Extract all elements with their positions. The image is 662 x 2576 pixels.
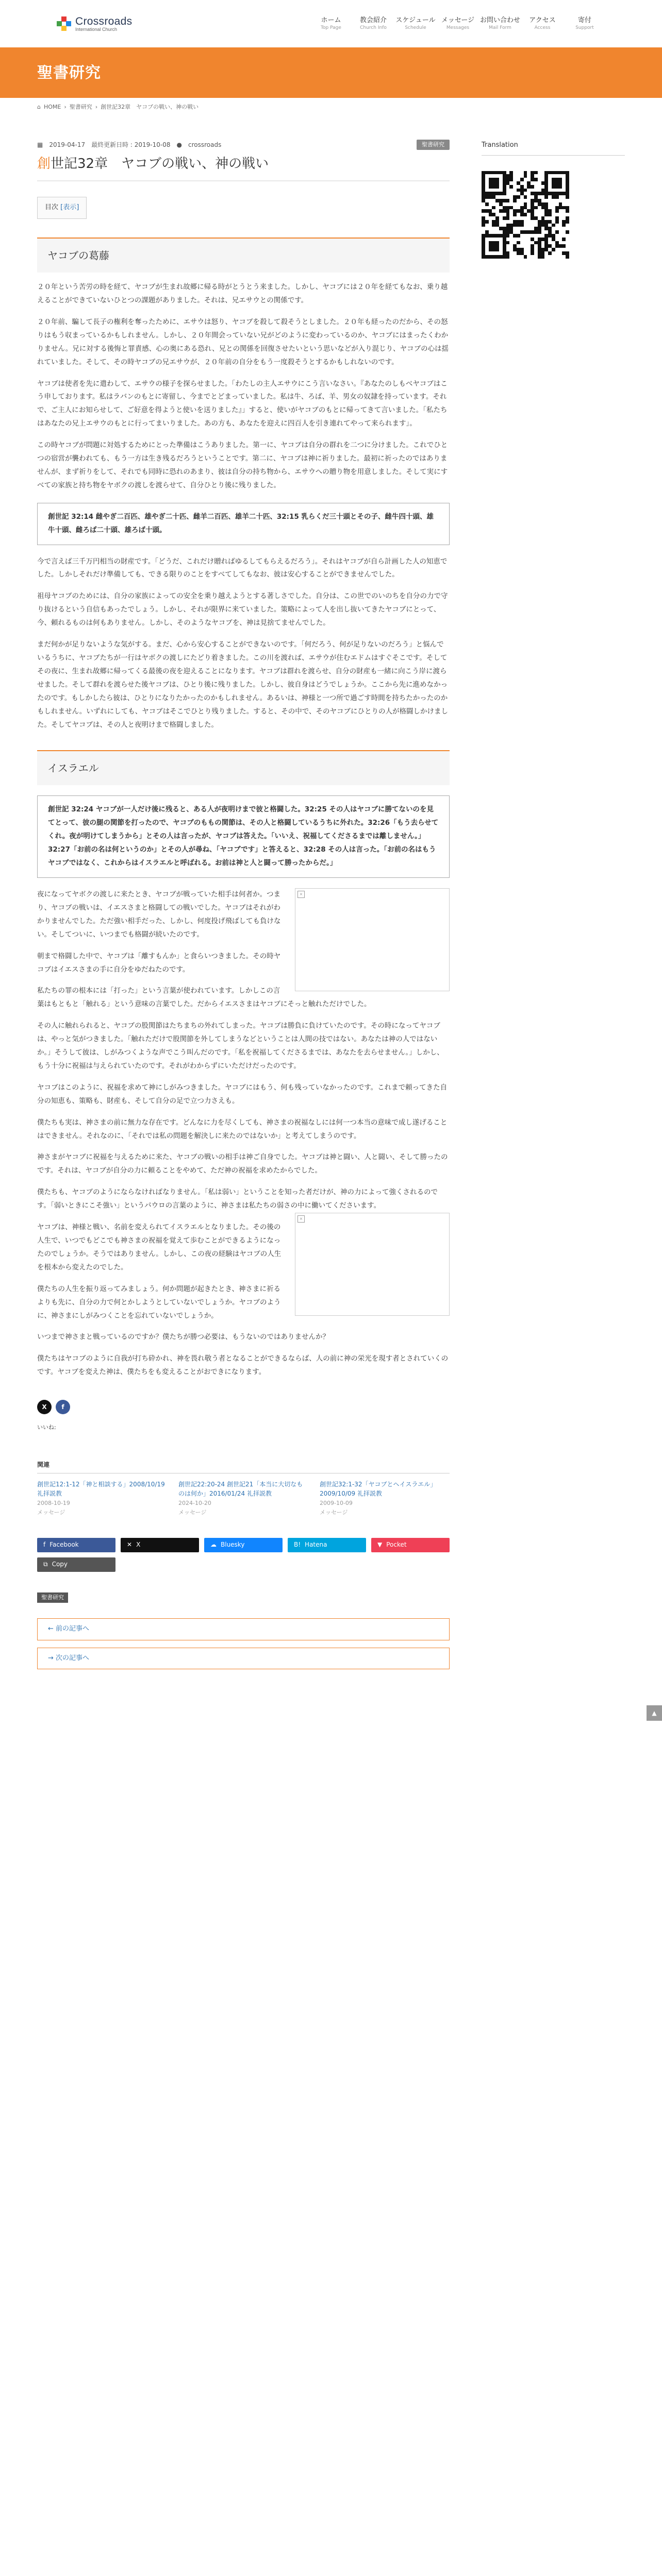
share-icons — [37, 1400, 450, 1414]
related-posts — [37, 1480, 450, 1517]
table-of-contents — [37, 197, 87, 219]
toc-label: 目次 — [45, 204, 59, 212]
section-body — [37, 281, 450, 732]
breadcrumb-current: 創世記32章 ヤコブの戦い、神の戦い — [101, 103, 199, 110]
calendar-icon: ▦ — [37, 141, 43, 148]
nav-messages[interactable]: メッセージ Messages — [441, 16, 475, 30]
paragraph: ヤコブはこのように、祝福を求めて神にしがみつきました。ヤコブにはもう、何も残っていなかったのです。これまで頼ってきた自分の知恵も、策略も、財産も、そして自分の足で立つ力さえも。 — [37, 1083, 448, 1105]
broken-image-icon: × — [297, 891, 305, 898]
scripture-quote: 創世記 32:14 雌やぎ二百匹、雄やぎ二十匹、雌羊二百匹、雄羊二十匹、32:15 乳らくだ三十頭とその子、雌牛四十頭、雄牛十頭、雌ろば二十頭、雄ろば十頭。 — [37, 503, 450, 545]
paragraph: 朝まで格闘した中で、ヤコブは「離すもんか」と食らいつきました。その時ヤコブはイエスさまの手に自分をゆだねたのです。 — [37, 952, 281, 974]
scroll-top-button[interactable]: ▲ — [647, 1705, 662, 1721]
nav-church-info[interactable]: 教会紹介 Church Info — [359, 16, 387, 30]
paragraph: 僕たちはヤコブのように自我が打ち砕かれ、神を畏れ敬う者となることができるならば、人の前に神の栄光を現す者とされていくのです。ヤコブを変えた神は、僕たちをも変えることがおできになります。 — [37, 1354, 449, 1377]
related-heading: 関連 — [37, 1459, 450, 1473]
broken-image-icon: × — [297, 1215, 305, 1223]
home-icon: ⌂ — [37, 103, 41, 110]
paragraph: 僕たちも、ヤコブのようにならなければなりません。「私は弱い」ということを知った者だけが、神の力によって強くされるのです。「弱いときにこそ強い」というパウロの言葉のように、神さまは私たちの弱さの中に働いてくださいます。 — [37, 1188, 438, 1210]
next-post-link[interactable]: → 次の記事へ — [37, 1648, 450, 1670]
facebook-button[interactable]: f Facebook — [37, 1538, 115, 1552]
paragraph: ２０年という苦労の時を経て、ヤコブが生まれ故郷に帰る時がとうとう来ました。しかし、ヤコブには２０年を経てもなお、乗り越えることができていないひとつの課題がありました。それは、兄エサウとの関係です。 — [37, 283, 448, 304]
paragraph: 夜になってヤボクの渡しに来たとき、ヤコブが戦っていた相手は何者か。つまり、ヤコブの戦いは、イエスさまと格闘しての戦いでした。ヤコブはそれがわかりませんでした。ただ強い相手だった、しかし、何度投げ飛ばしても負けない。そしてついに、いつまでも格闘が続いたのです。 — [37, 890, 281, 939]
sidebar — [482, 139, 625, 259]
post-meta — [37, 139, 450, 150]
post-title: 創世記32章 ヤコブの戦い、神の戦い — [37, 155, 450, 181]
category-badge[interactable]: 聖書研究 — [417, 140, 450, 150]
breadcrumb — [0, 98, 662, 116]
broken-image — [295, 888, 450, 991]
bluesky-button[interactable]: ☁ Bluesky — [204, 1538, 283, 1552]
related-item[interactable]: 創世記12:1-12「神と相談する」2008/10/19 礼拝説教 2008-10-19 メッセージ — [37, 1480, 165, 1516]
scripture-quote: 創世記 32:24 ヤコブが一人だけ後に残ると、ある人が夜明けまで彼と格闘した。32:25 その人はヤコブに勝てないのを見てとって、彼の腿の関節を打ったので、ヤコブのももの関節は、その人と格闘しているうちに外れた。32:26「もう去らせてくれ。夜が明けてしまうから」とその人は言ったが、ヤコブは答えた。「いいえ、祝福してくださるまでは離しません。」32:27「お前の名は何というのか」とその人が尋ね、「ヤコブです」と答えると、32:28 その人は言った。「お前の名はもうヤコブではなく、これからはイスラエルと呼ばれる。お前は神と人と闘って勝ったからだ。」 — [37, 795, 450, 878]
paragraph: ヤコブは使者を先に遣わして、エサウの様子を探らせました。「わたしの主人エサウにこう言いなさい。『あなたのしもべヤコブはこう申しております。私はラバンのもとに寄留し、今までとどまっていました。私は牛、ろば、羊、男女の奴隷を持っています。それで、ご主人にお知らせして、ご好意を得ようと使いを送りました』」すると、使いがヤコブのもとに帰ってきて言いました。「私たちはあなたの兄上エサウのもとに行ってまいりました。あの方も、あなたを迎えに四百人を引き連れてやって来られます」。 — [37, 379, 448, 428]
copy-icon: ⧉ — [43, 1561, 48, 1568]
post-updated: 最終更新日時 : 2019-10-08 — [91, 141, 171, 148]
main-nav — [310, 16, 605, 31]
facebook-share-icon[interactable]: f — [56, 1400, 70, 1414]
related-item[interactable]: 創世記22:20-24 創世記21「本当に大切なものは何か」2016/01/24 礼拝説教 2024-10-20 メッセージ — [178, 1480, 303, 1516]
post-date: 2019-04-17 — [49, 141, 86, 148]
paragraph: 僕たちの人生を振り返ってみましょう。何か問題が起きたとき、神さまに祈るよりも先に、自分の力で何とかしようとしていないでしょうか。ヤコブのように、神さまにしがみつくことを忘れていないでしょうか。 — [37, 1284, 281, 1320]
tag-chip[interactable]: 聖書研究 — [37, 1592, 68, 1603]
nav-support[interactable]: 寄付 Support — [575, 16, 594, 30]
x-button[interactable]: ✕ X — [121, 1538, 199, 1552]
breadcrumb-sep: › — [95, 103, 98, 110]
cross-logo-icon — [57, 16, 71, 31]
pocket-button[interactable]: ▼ Pocket — [371, 1538, 450, 1552]
section-heading: ヤコブの葛藤 — [37, 238, 450, 273]
hatena-button[interactable]: B! Hatena — [288, 1538, 366, 1552]
qr-code-icon — [482, 171, 569, 259]
paragraph: 祖母ヤコブのためには、自分の家族によっての安全を乗り越えようとする著しさでした。自分は、この世でのいのちを自分の力で守り抜けるという自信もあったでしょう。しかし、それが限界に来ていました。策略によって人を出し抜いてきたヤコブにとって、今、頼れるものは何もありません。しかし、そのようなヤコブを、神は見捨てませんでした。 — [37, 592, 448, 628]
x-icon: ✕ — [127, 1541, 133, 1549]
pocket-icon: ▼ — [377, 1541, 383, 1549]
nav-schedule[interactable]: スケジュール Schedule — [395, 16, 436, 30]
hero-title: 聖書研究 — [37, 63, 101, 82]
section-body — [37, 795, 450, 1379]
sidebar-heading: Translation — [482, 139, 625, 156]
broken-image — [295, 1213, 450, 1316]
copy-button[interactable]: ⧉ Copy — [37, 1557, 115, 1572]
main-content — [37, 139, 450, 1669]
nav-mail-form[interactable]: お問い合わせ Mail Form — [479, 16, 520, 30]
paragraph: ヤコブは、神様と戦い、名前を変えられてイスラエルとなりました。その後の人生で、いつでもどこでも神さまの祝福を覚えて歩むことができるようになったのでしょうか。そうではありません。しかし、この夜の経験はヤコブの人生を根本から変えたのでした。 — [37, 1223, 282, 1272]
user-icon: ● — [176, 141, 182, 148]
paragraph: 僕たちも実は、神さまの前に無力な存在です。どんなに力を尽くしても、神さまの祝福なしには何一つ本当の意味で成し遂げることはできません。それなのに、「それでは私の問題を解決しに来たのではないか」と考えてしまうのです。 — [37, 1118, 448, 1140]
post-author[interactable]: crossroads — [188, 141, 222, 148]
toc-toggle[interactable]: [表示] — [60, 204, 79, 212]
paragraph: いつまで神さまと戦っているのですか？僕たちが勝つ必要は、もうないのではありませんか？ — [37, 1333, 329, 1342]
hatena-icon: B! — [294, 1541, 301, 1549]
paragraph: ２０年前、騙して長子の権利を奪ったために、エサウは怒り、ヤコブを殺して殺そうとしました。２０年も経ったのだから、その怒りはもう収まっているかもしれません。しかし、２０年間会っていない兄がどのように変わっているのか、ヤコブにはまったくわかりません。兄に対する後悔と罪責感、心の奥にある恐れ、兄との関係を回復させたいという思いなどが入り混じり、ヤコブの心は揺れていました。そして、その時ヤコブの兄エサウが、２０年前の自分をもう一度殺そうとするかもしれないのです。 — [37, 317, 449, 366]
logo-name: Crossroads — [75, 15, 133, 27]
paragraph: この時ヤコブが問題に対処するためにとった準備はこうありました。第一に、ヤコブは自分の群れを二つに分けました。これでひとつの宿営が襲われても、もう一方は生き残るだろうということです。第二に、ヤコブは神に祈りました。最初に祈ったのではありませんが、まず祈りをして、それでも同時に恐れのあまり、彼は自分の持ち物から、エサウへの贈り物を用意しました。そして実にすべての家族と持ち物をヤボクの渡しを渡らせて、自分ひとり後に残りました。 — [37, 441, 448, 489]
section-heading: イスラエル — [37, 750, 450, 785]
paragraph: まだ何かが足りないような気がする。まだ、心から安心することができないのです。「何だろう、何が足りないのだろう」と悩んでいるうちに、ヤコブたちが一行はヤボクの渡しにたどり着きました。この川を渡れば、エサウが住むエドムはすぐそこです。そしてその夜に、生まれ故郷に帰ってくる最後の夜を迎えることになります。ヤコブは群れを渡らせ、自分の財産も一緒に向こう岸に渡らせました。そして群れを渡らせた後ヤコブは、ひとり後に残りました。しかし、彼自身はどうでしょうか。ここから先に進めなかったのです。もしかしたら彼は、ひとりになりたかったのかもしれません。あるいは、神様と一つ所で過ごす時間を持ちたかったのかもしれません。いずれにしても、ヤコブはそこでひとり残りました。すると、その中で、そのヤコブにひとりの人が格闘しかけました。そしてヤコブは、その人と夜明けまで格闘しました。 — [37, 640, 449, 729]
site-header — [0, 0, 662, 47]
prev-post-link[interactable]: ← 前の記事へ — [37, 1618, 450, 1640]
paragraph: その人に触れられると、ヤコブの股関節はたちまちの外れてしまった。ヤコブは勝負に負けていたのです。その時になってヤコブは、やっと気がつきました。「触れただけで股関節を外してしまうなどということは人間の技ではない。あなたは神の人ではないか。」そうして彼は、しがみつくような声でこう叫んだのです。「私を祝福してくださるまでは、あなたを去らせません。」しかし、もう十分に祝福は与えられていたのです。それがわからずにいただけだったのです。 — [37, 1022, 444, 1070]
paragraph: 私たちの罪の根本には「打った」という言葉が使われています。しかしこの言葉はもともと「触れる」という意味の言葉でした。だからイエスさまはヤコブにそっと触れただけでした。 — [37, 987, 371, 1009]
page-hero — [0, 47, 662, 98]
x-share-icon[interactable]: X — [37, 1400, 52, 1414]
bluesky-icon: ☁ — [210, 1541, 217, 1549]
share-buttons — [37, 1538, 450, 1572]
post-tags — [37, 1592, 450, 1603]
breadcrumb-sep: › — [64, 103, 67, 110]
paragraph: 今で言えば三千万円相当の財産です。「どうだ、これだけ贈ればゆるしてもらえるだろう」。それはヤコブが自ら計画した人の知恵でした。しかしそれだけ準備しても、できる限りのことをすべてしてもなお、彼は安心することができませんでした。 — [37, 557, 448, 579]
breadcrumb-home[interactable]: HOME — [43, 103, 61, 110]
site-logo[interactable] — [57, 15, 132, 32]
related-item[interactable]: 創世記32:1-32「ヤコブとヘイスラエル」2009/10/09 礼拝説教 2009-10-09 メッセージ — [320, 1480, 437, 1516]
logo-sub: International Church — [75, 26, 118, 32]
nav-home[interactable]: ホーム Top Page — [321, 16, 341, 30]
facebook-icon: f — [43, 1541, 46, 1549]
like-label: いいね: — [37, 1424, 56, 1431]
nav-access[interactable]: アクセス Access — [529, 16, 556, 30]
breadcrumb-category[interactable]: 聖書研究 — [69, 103, 92, 110]
paragraph: 神さまがヤコブに祝福を与えるために来た、ヤコブの戦いの相手は神ご自身でした。ヤコブは神と闘い、人と闘い、そして勝ったのです。それは、ヤコブが自分の力に頼ることをやめて、ただ神の祝福を求めたからでした。 — [37, 1153, 448, 1175]
